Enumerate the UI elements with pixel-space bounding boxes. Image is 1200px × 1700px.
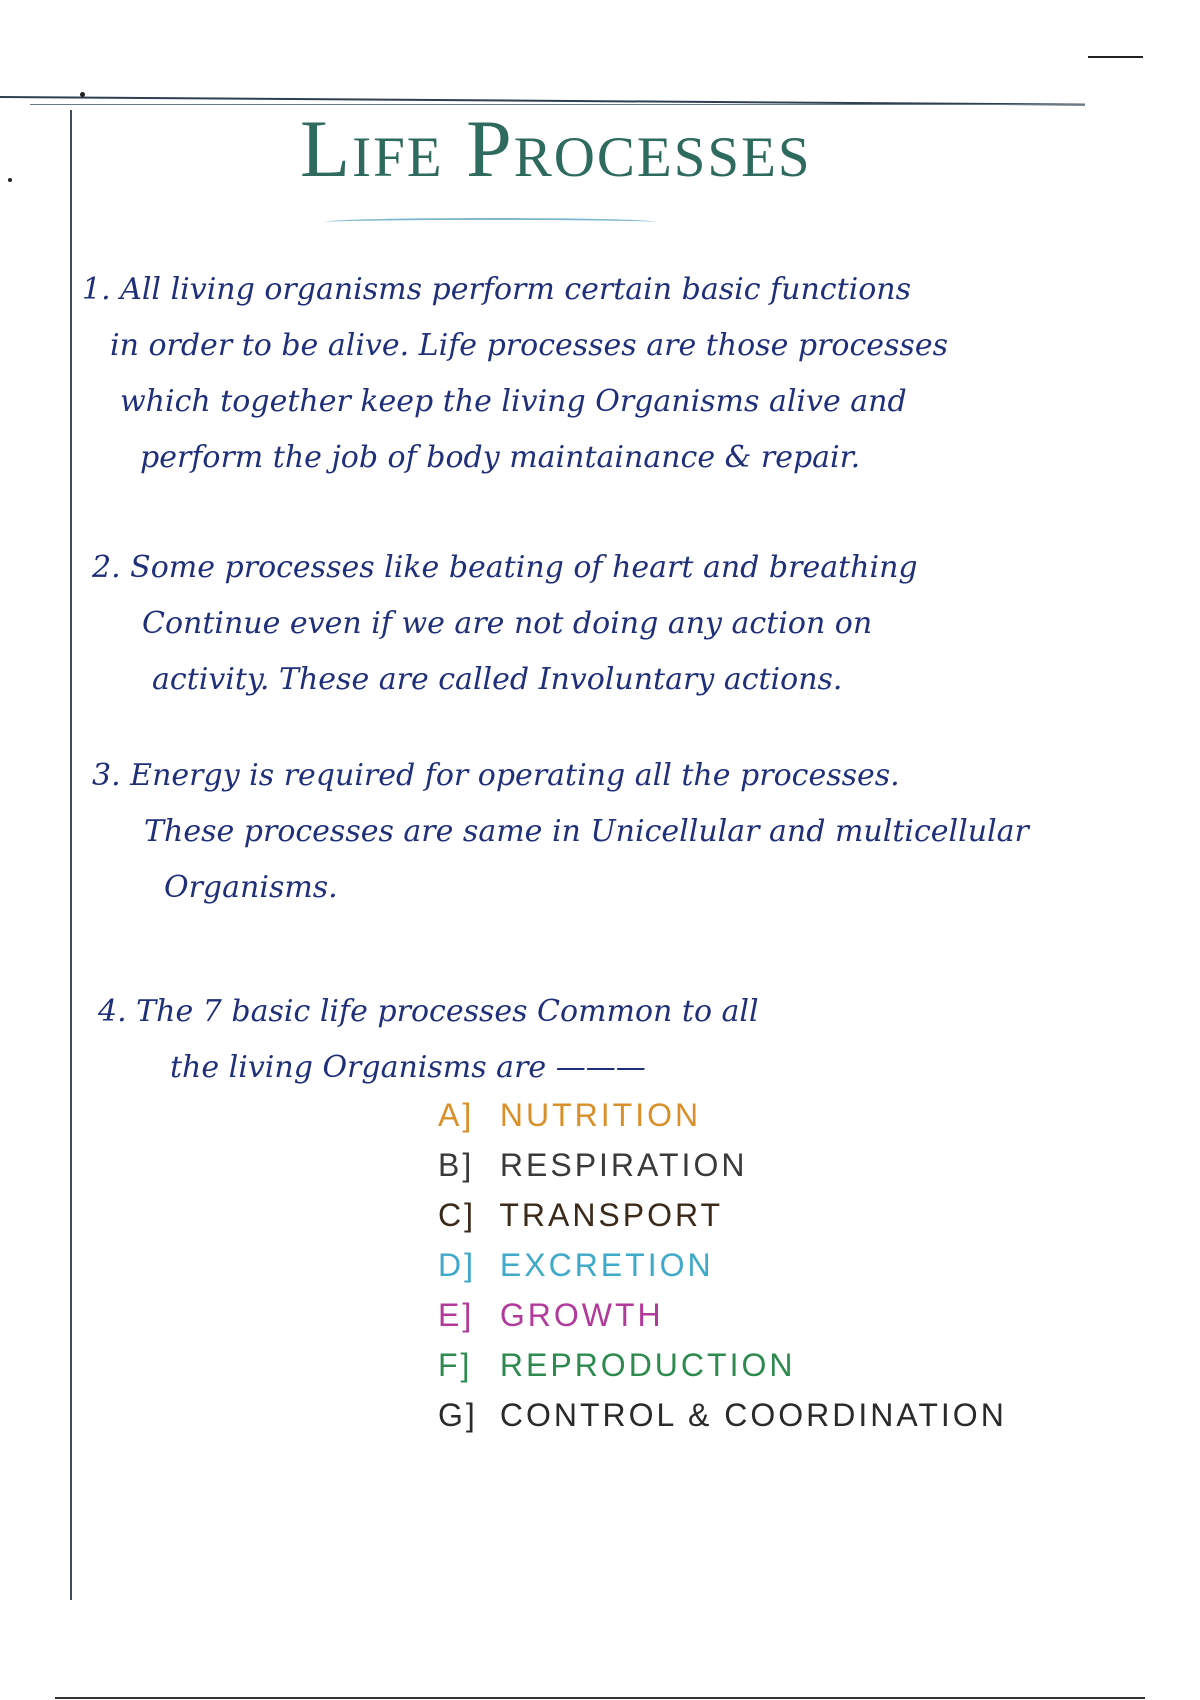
point-3 (92, 748, 1029, 916)
point-2-line-3: activity. These are called Involuntary actions. (152, 662, 843, 697)
point-3-line-3: Organisms. (164, 870, 338, 905)
list-item-growth (438, 1290, 1007, 1340)
point-number: 2. (92, 550, 121, 585)
point-1 (82, 262, 948, 486)
point-number: 3. (92, 758, 121, 793)
ink-dot (80, 92, 85, 97)
list-item-respiration (438, 1140, 1007, 1190)
point-1-line-4: perform the job of body maintainance & repair. (140, 440, 861, 475)
point-number: 1. (82, 272, 111, 307)
list-item-control-coordination (438, 1390, 1007, 1440)
list-item-reproduction (438, 1340, 1007, 1390)
bottom-rule (55, 1697, 1145, 1699)
margin-line (70, 110, 72, 1600)
page-title: Life Processes (300, 103, 812, 194)
point-4-line-1: 4. The 7 basic life processes Common to all (98, 984, 759, 1040)
list-marker: A] (438, 1097, 475, 1133)
list-marker: F] (438, 1347, 473, 1383)
point-3-line-1: 3. Energy is required for operating all the processes. (92, 748, 1029, 804)
point-2 (92, 540, 918, 708)
list-marker: C] (438, 1197, 476, 1233)
point-4 (98, 984, 759, 1096)
point-1-line-2: in order to be alive. Life processes are those processes (110, 328, 948, 363)
point-3-line-2: These processes are same in Unicellular and multicellular (144, 814, 1029, 849)
list-item-transport (438, 1190, 1007, 1240)
list-label: NUTRITION (499, 1097, 702, 1133)
list-label: TRANSPORT (499, 1197, 724, 1233)
list-marker: G] (438, 1397, 478, 1433)
title-underline (325, 218, 655, 226)
list-marker: B] (438, 1147, 475, 1183)
ink-dot (8, 178, 12, 182)
list-label: REPRODUCTION (499, 1347, 796, 1383)
point-4-line-2: the living Organisms are ——— (170, 1050, 646, 1085)
list-marker: E] (438, 1297, 475, 1333)
life-processes-list (438, 1090, 1007, 1440)
list-item-excretion (438, 1240, 1007, 1290)
point-2-line-2: Continue even if we are not doing any action on (142, 606, 873, 641)
list-label: RESPIRATION (499, 1147, 748, 1183)
point-1-line-1: 1. All living organisms perform certain basic functions (82, 262, 948, 318)
corner-rule (1088, 56, 1143, 58)
list-item-nutrition (438, 1090, 1007, 1140)
list-label: GROWTH (499, 1297, 664, 1333)
point-number: 4. (98, 994, 127, 1029)
point-2-line-1: 2. Some processes like beating of heart and breathing (92, 540, 918, 596)
list-label: CONTROL & COORDINATION (499, 1397, 1007, 1433)
list-marker: D] (438, 1247, 476, 1283)
list-label: EXCRETION (499, 1247, 714, 1283)
point-1-line-3: which together keep the living Organisms alive and (120, 384, 907, 419)
